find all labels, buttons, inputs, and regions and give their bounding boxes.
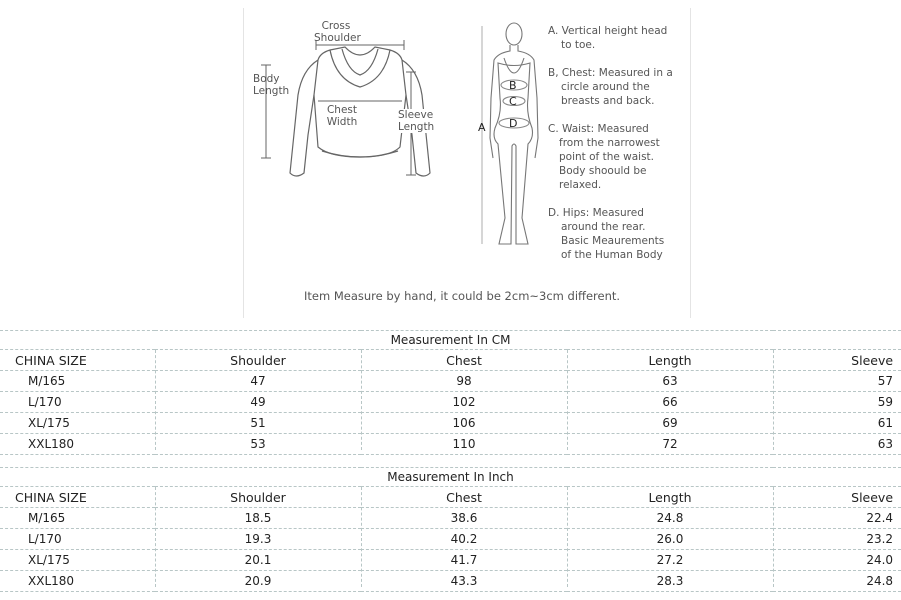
sleeve-cell: 57 xyxy=(773,371,901,392)
sleeve-cell: 24.8 xyxy=(773,571,901,592)
cm-col-chest: Chest xyxy=(361,350,567,371)
marker-a: A xyxy=(478,121,486,134)
shoulder-cell: 20.9 xyxy=(155,571,361,592)
chest-cell: 102 xyxy=(361,392,567,413)
inch-col-chest: Chest xyxy=(361,487,567,508)
length-cell: 26.0 xyxy=(567,529,773,550)
length-cell: 63 xyxy=(567,371,773,392)
size-cell: XL/175 xyxy=(0,413,155,434)
body-note-b-line-2: circle around the xyxy=(561,81,650,93)
chest-cell: 40.2 xyxy=(361,529,567,550)
body-length-label-line-2: Length xyxy=(253,85,290,97)
body-note-d-line-3: Basic Meaurements xyxy=(561,235,665,247)
table-column-separator xyxy=(773,350,774,450)
length-cell: 27.2 xyxy=(567,550,773,571)
sleeve-length-label-line-1: Sleeve xyxy=(398,109,434,121)
size-cell: XXL180 xyxy=(0,571,155,592)
chest-cell: 41.7 xyxy=(361,550,567,571)
sleeve-length-label xyxy=(398,109,434,133)
body-note-b-line-1: B, Chest: Measured in a xyxy=(548,67,673,79)
cm-col-size: CHINA SIZE xyxy=(0,350,155,371)
shoulder-cell: 47 xyxy=(155,371,361,392)
length-cell: 66 xyxy=(567,392,773,413)
sleeve-cell: 63 xyxy=(773,434,901,455)
sleeve-cell: 24.0 xyxy=(773,550,901,571)
sleeve-cell: 59 xyxy=(773,392,901,413)
table-row xyxy=(0,508,901,529)
cm-col-length: Length xyxy=(567,350,773,371)
body-note-c-line-3: point of the waist. xyxy=(559,151,655,163)
sleeve-length-label-line-2: Length xyxy=(398,121,435,133)
inch-col-shoulder: Shoulder xyxy=(155,487,361,508)
chest-width-label-line-2: Width xyxy=(326,116,358,128)
body-note-b-line-3: breasts and back. xyxy=(561,95,655,107)
shoulder-cell: 51 xyxy=(155,413,361,434)
table-row xyxy=(0,434,901,455)
size-cell: XL/175 xyxy=(0,550,155,571)
body-note-d-line-1: D. Hips: Measured xyxy=(548,207,644,219)
marker-d: D xyxy=(509,117,518,130)
table-row xyxy=(0,371,901,392)
shoulder-cell: 49 xyxy=(155,392,361,413)
inch-table-caption: Measurement In Inch xyxy=(0,468,901,487)
length-cell: 28.3 xyxy=(567,571,773,592)
cross-shoulder-label xyxy=(314,20,361,44)
inch-col-size: CHINA SIZE xyxy=(0,487,155,508)
sleeve-cell: 61 xyxy=(773,413,901,434)
size-cell: M/165 xyxy=(0,371,155,392)
length-cell: 72 xyxy=(567,434,773,455)
size-cell: XXL180 xyxy=(0,434,155,455)
table-row xyxy=(0,392,901,413)
diagram-panel-edge-left xyxy=(243,8,244,318)
table-column-separator xyxy=(567,487,568,587)
body-length-label xyxy=(253,73,289,97)
shoulder-cell: 19.3 xyxy=(155,529,361,550)
table-row xyxy=(0,571,901,592)
diagram-panel-edge-right xyxy=(690,8,691,318)
body-note-a-line-2: to toe. xyxy=(561,39,596,51)
chest-cell: 43.3 xyxy=(361,571,567,592)
chest-cell: 106 xyxy=(361,413,567,434)
sleeve-cell: 22.4 xyxy=(773,508,901,529)
cm-col-shoulder: Shoulder xyxy=(155,350,361,371)
length-cell: 69 xyxy=(567,413,773,434)
inch-col-sleeve: Sleeve xyxy=(773,487,901,508)
body-note-c-line-2: from the narrowest xyxy=(559,137,660,149)
body-note-d-line-4: of the Human Body xyxy=(561,249,663,261)
body-note-c xyxy=(548,122,660,192)
body-note-a xyxy=(548,24,667,52)
size-cell: M/165 xyxy=(0,508,155,529)
body-note-c-line-4: Body shoould be xyxy=(559,165,647,177)
chest-cell: 38.6 xyxy=(361,508,567,529)
table-column-separator xyxy=(361,350,362,450)
table-column-separator xyxy=(567,350,568,450)
cross-shoulder-label-line-2: Shoulder xyxy=(314,32,361,44)
cross-shoulder-label-line-1: Cross xyxy=(321,20,351,32)
shoulder-cell: 53 xyxy=(155,434,361,455)
chest-width-label-line-1: Chest xyxy=(326,104,358,116)
body-note-d-line-2: around the rear. xyxy=(561,221,646,233)
body-note-d xyxy=(548,206,664,262)
inch-col-length: Length xyxy=(567,487,773,508)
table-column-separator xyxy=(773,487,774,587)
inch-table-header-row xyxy=(0,487,901,508)
cm-table-header-row xyxy=(0,350,901,371)
table-column-separator xyxy=(361,487,362,587)
human-body-illustration xyxy=(478,18,548,253)
table-column-separator xyxy=(155,487,156,587)
marker-b: B xyxy=(509,79,517,92)
sleeve-cell: 23.2 xyxy=(773,529,901,550)
table-row xyxy=(0,550,901,571)
shoulder-cell: 20.1 xyxy=(155,550,361,571)
body-note-c-line-1: C. Waist: Measured xyxy=(548,123,649,135)
marker-c: C xyxy=(509,95,517,108)
cm-size-table xyxy=(0,330,901,455)
body-length-label-line-1: Body xyxy=(253,73,280,85)
body-note-b xyxy=(548,66,673,108)
chest-cell: 98 xyxy=(361,371,567,392)
chest-width-label xyxy=(323,104,361,128)
cm-col-sleeve: Sleeve xyxy=(773,350,901,371)
length-cell: 24.8 xyxy=(567,508,773,529)
body-note-c-line-5: relaxed. xyxy=(559,179,602,191)
body-note-a-line-1: A. Vertical height head xyxy=(548,25,668,37)
table-row xyxy=(0,529,901,550)
shoulder-cell: 18.5 xyxy=(155,508,361,529)
chest-cell: 110 xyxy=(361,434,567,455)
table-row xyxy=(0,413,901,434)
table-column-separator xyxy=(155,350,156,450)
measure-note: Item Measure by hand, it could be 2cm~3cm different. xyxy=(304,289,621,303)
size-cell: L/170 xyxy=(0,529,155,550)
inch-size-table xyxy=(0,467,901,592)
cm-table-caption: Measurement In CM xyxy=(0,331,901,350)
size-cell: L/170 xyxy=(0,392,155,413)
